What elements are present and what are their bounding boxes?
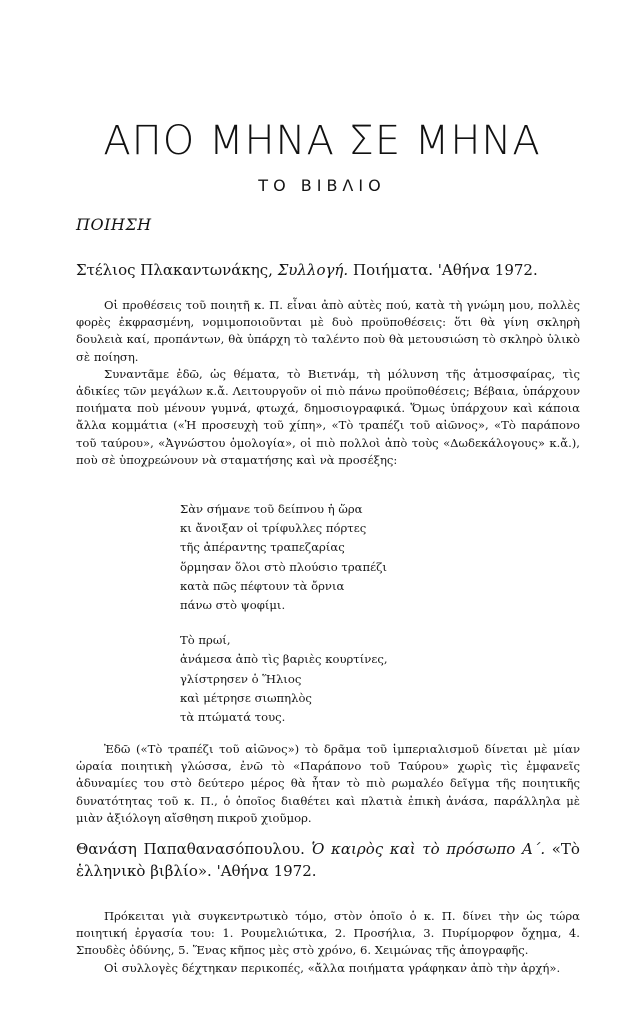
entry-2-details: «Τὸ ἑλληνικὸ βιβλίο». 'Αθήνα 1972. [76, 840, 580, 880]
paragraph: Οἱ συλλογὲς δέχτηκαν περικοπές, «ἄλλα ποιήματα γράφηκαν ἀπὸ τὴν ἀρχή». [104, 960, 561, 975]
entry-2-author: Θανάση Παπαθανασόπουλου. [76, 840, 305, 858]
entry-2-work: Ὁ καιρὸς καὶ τὸ πρόσωπο Α΄. [311, 840, 546, 858]
poem-line: Τὸ πρωί, [180, 633, 231, 648]
book-entry-2 [76, 838, 580, 882]
poem-line: ἀνάμεσα ἀπὸ τὶς βαριὲς κουρτίνες, [180, 652, 388, 667]
book-entry-1 [76, 259, 576, 281]
page-title: ΑΠΟ ΜΗΝΑ ΣΕ ΜΗΝΑ [103, 118, 541, 164]
poem-stanza-2 [180, 631, 480, 727]
paragraph: Ἐδῶ («Τὸ τραπέζι τοῦ αἰῶνος») τὸ δρᾶμα τοῦ ἰμπεριαλισμοῦ δίνεται μὲ μίαν ὡραία ποιητικὴ γλώσσα, ἐνῶ τὸ «Παράπονο τοῦ Ταύρου» χωρὶς τὶς ἐμφανεῖς ἀδυναμίες του στὸ δεύτερο μέρος θὰ ἦταν τὸ πιὸ ρωμαλέο δεῖγμα τῆς ποιητικῆς δυνατότητας τοῦ κ. Π., ὁ ὁποῖος διαθέτει καὶ πλατιὰ ἐπικὴ ἀνάσα, παράλληλα μὲ μιὰν ἀξιόλογη αἴσθηση πικροῦ χιοῦμορ. [76, 742, 580, 825]
poem-line: καὶ μέτρησε σιωπηλὸς [180, 690, 312, 705]
page-subtitle: ΤΟ ΒΙΒΛΙΟ [258, 176, 386, 195]
paragraph: Συναντᾶμε ἐδῶ, ὡς θέματα, τὸ Βιετνάμ, τὴ μόλυνση τῆς ἀτμοσφαίρας, τὶς ἀδικίες τῶν μεγάλων κ.ἄ. Λειτουργοῦν οἱ πιὸ πάνω προϋποθέσεις; Βέβαια, ὑπάρχουν ποιήματα ποὺ μένουν γυμνά, φτωχά, δημοσιογραφικά. Ὅμως ὑπάρχουν καὶ κάποια ἄλλα κομμάτια («Ἡ προσευχὴ τοῦ χίπη», «Τὸ τραπέζι τοῦ αἰῶνος», «Τὸ παράπονο τοῦ ταύρου», «Ἀγνώστου ὁμολογία», οἱ πιὸ πολλοὶ ἀπὸ τοὺς «Δωδεκάλογους» κ.ἄ.), ποὺ σὲ ὑποχρεώνουν νὰ σταματήσης καὶ νὰ προσέξης: [76, 366, 580, 467]
poem-line: κι ἄνοιξαν οἱ τρίφυλλες πόρτες [180, 521, 367, 536]
poem-excerpt [180, 500, 480, 743]
section-heading: ΠΟΙΗΣΗ [76, 215, 152, 234]
entry-1-details: Ποιήματα. 'Αθήνα 1972. [352, 261, 538, 279]
poem-stanza-1 [180, 500, 480, 615]
review-body-3 [76, 908, 580, 977]
poem-line: γλίστρησεν ὁ Ἥλιος [180, 671, 302, 686]
poem-line: κατὰ πῶς πέφτουν τὰ ὄρνια [180, 578, 345, 593]
poem-line: Σὰν σήμανε τοῦ δείπνου ἡ ὥρα [180, 502, 363, 516]
paragraph: Πρόκειται γιὰ συγκεντρωτικὸ τόμο, στὸν ὁποῖο ὁ κ. Π. δίνει τὴν ὡς τώρα ποιητική ἐργασία του: 1. Ρουμελιώτικα, 2. Προσήλια, 3. Πυρίμορφον ὄχημα, 4. Σπουδὲς ὀδύνης, 5. Ἕνας κῆπος μὲς στὸ χρόνο, 6. Χειμώνας τῆς ἀπογραφῆς. [76, 909, 580, 958]
review-body-2 [76, 741, 580, 827]
entry-1-work: Συλλογή. [277, 261, 349, 279]
review-body-1 [76, 297, 580, 469]
poem-line: τὰ πτώματά τους. [180, 710, 286, 725]
poem-line: ὅρμησαν ὅλοι στὸ πλούσιο τραπέζι [180, 559, 387, 574]
poem-line: πάνω στὸ ψοφίμι. [180, 598, 286, 613]
poem-line: τῆς ἀπέραντης τραπεζαρίας [180, 540, 345, 555]
entry-1-author: Στέλιος Πλακαντωνάκης, [76, 261, 273, 279]
paragraph: Οἱ προθέσεις τοῦ ποιητῆ κ. Π. εἶναι ἀπὸ αὐτὲς πού, κατὰ τὴ γνώμη μου, πολλὲς φορὲς ἐκφρασμένη, νομιμοποιοῦνται μὲ δυὸ προϋποθέσεις: ὅτι θὰ γίνη σκληρὴ δουλειὰ καί, προπάντων, θὰ ὑπάρχη τὸ ταλέντο ποὺ θὰ μετουσιώση τὸ σκληρὸ ὑλικὸ σὲ ποίηση. [76, 298, 580, 364]
